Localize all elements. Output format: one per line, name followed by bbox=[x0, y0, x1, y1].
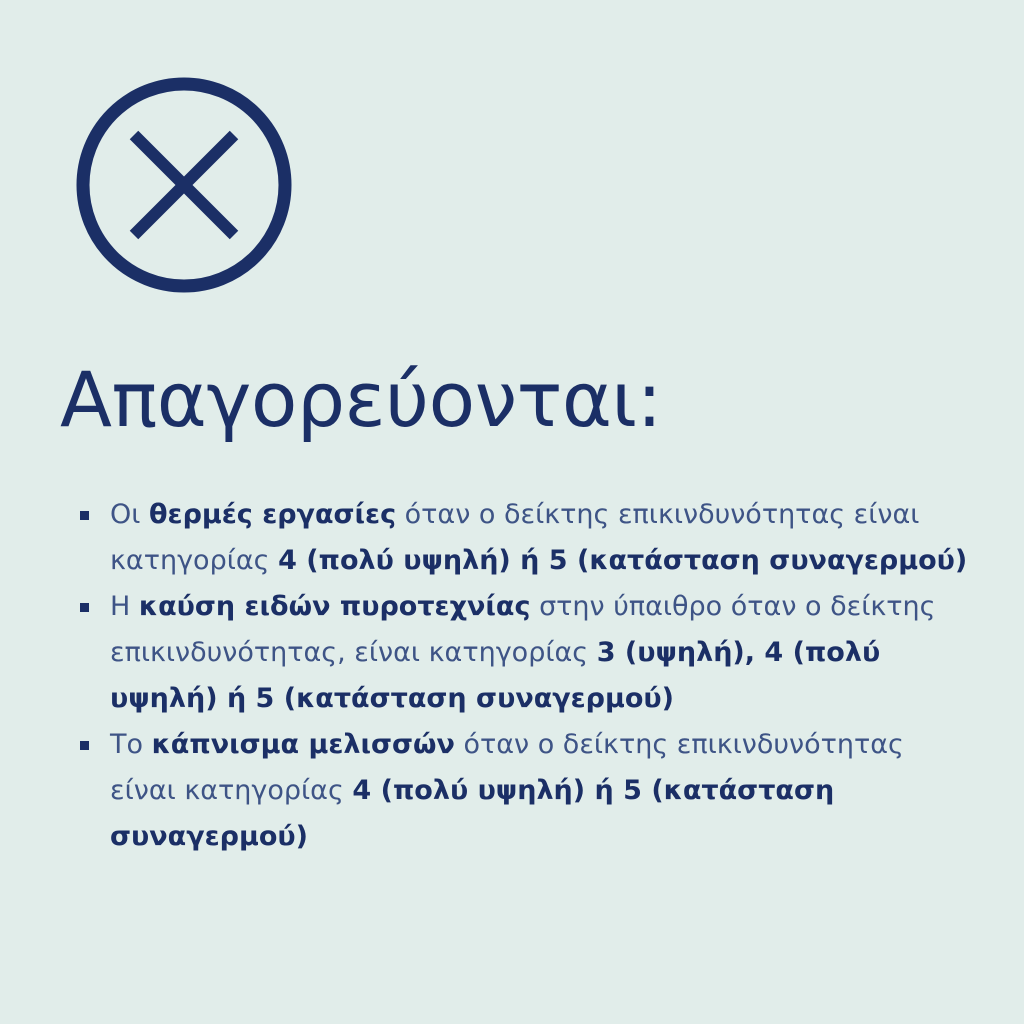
item-text: Οι bbox=[110, 499, 149, 530]
item-text: όταν ο δείκτης επικινδυνότητας είναι κατηγορίας bbox=[110, 729, 904, 806]
item-highlight: 4 (πολύ υψηλή) ή 5 (κατάσταση συναγερμού) bbox=[110, 775, 835, 852]
item-highlight: 3 (υψηλή), 4 (πολύ υψηλή) ή 5 (κατάσταση συναγερμού) bbox=[110, 637, 881, 714]
item-highlight: 4 (πολύ υψηλή) ή 5 (κατάσταση συναγερμού) bbox=[278, 545, 968, 576]
circle-x-icon bbox=[74, 75, 294, 295]
list-item bbox=[78, 722, 978, 860]
list-item bbox=[78, 584, 978, 722]
page-title: Απαγορεύονται: bbox=[60, 355, 662, 444]
square-bullet-icon bbox=[80, 741, 89, 750]
list-item bbox=[78, 492, 978, 584]
item-text: όταν ο δείκτης επικινδυνότητας είναι κατηγορίας bbox=[110, 499, 920, 576]
item-text: Το bbox=[110, 729, 152, 760]
item-text: Η bbox=[110, 591, 139, 622]
item-highlight: θερμές εργασίες bbox=[148, 499, 397, 530]
item-text: στην ύπαιθρο όταν ο δείκτης επικινδυνότητας, είναι κατηγορίας bbox=[110, 591, 936, 668]
square-bullet-icon bbox=[80, 511, 89, 520]
prohibitions-list bbox=[78, 492, 978, 860]
square-bullet-icon bbox=[80, 603, 89, 612]
item-highlight: καύση ειδών πυροτεχνίας bbox=[138, 591, 531, 622]
item-highlight: κάπνισμα μελισσών bbox=[151, 729, 455, 760]
